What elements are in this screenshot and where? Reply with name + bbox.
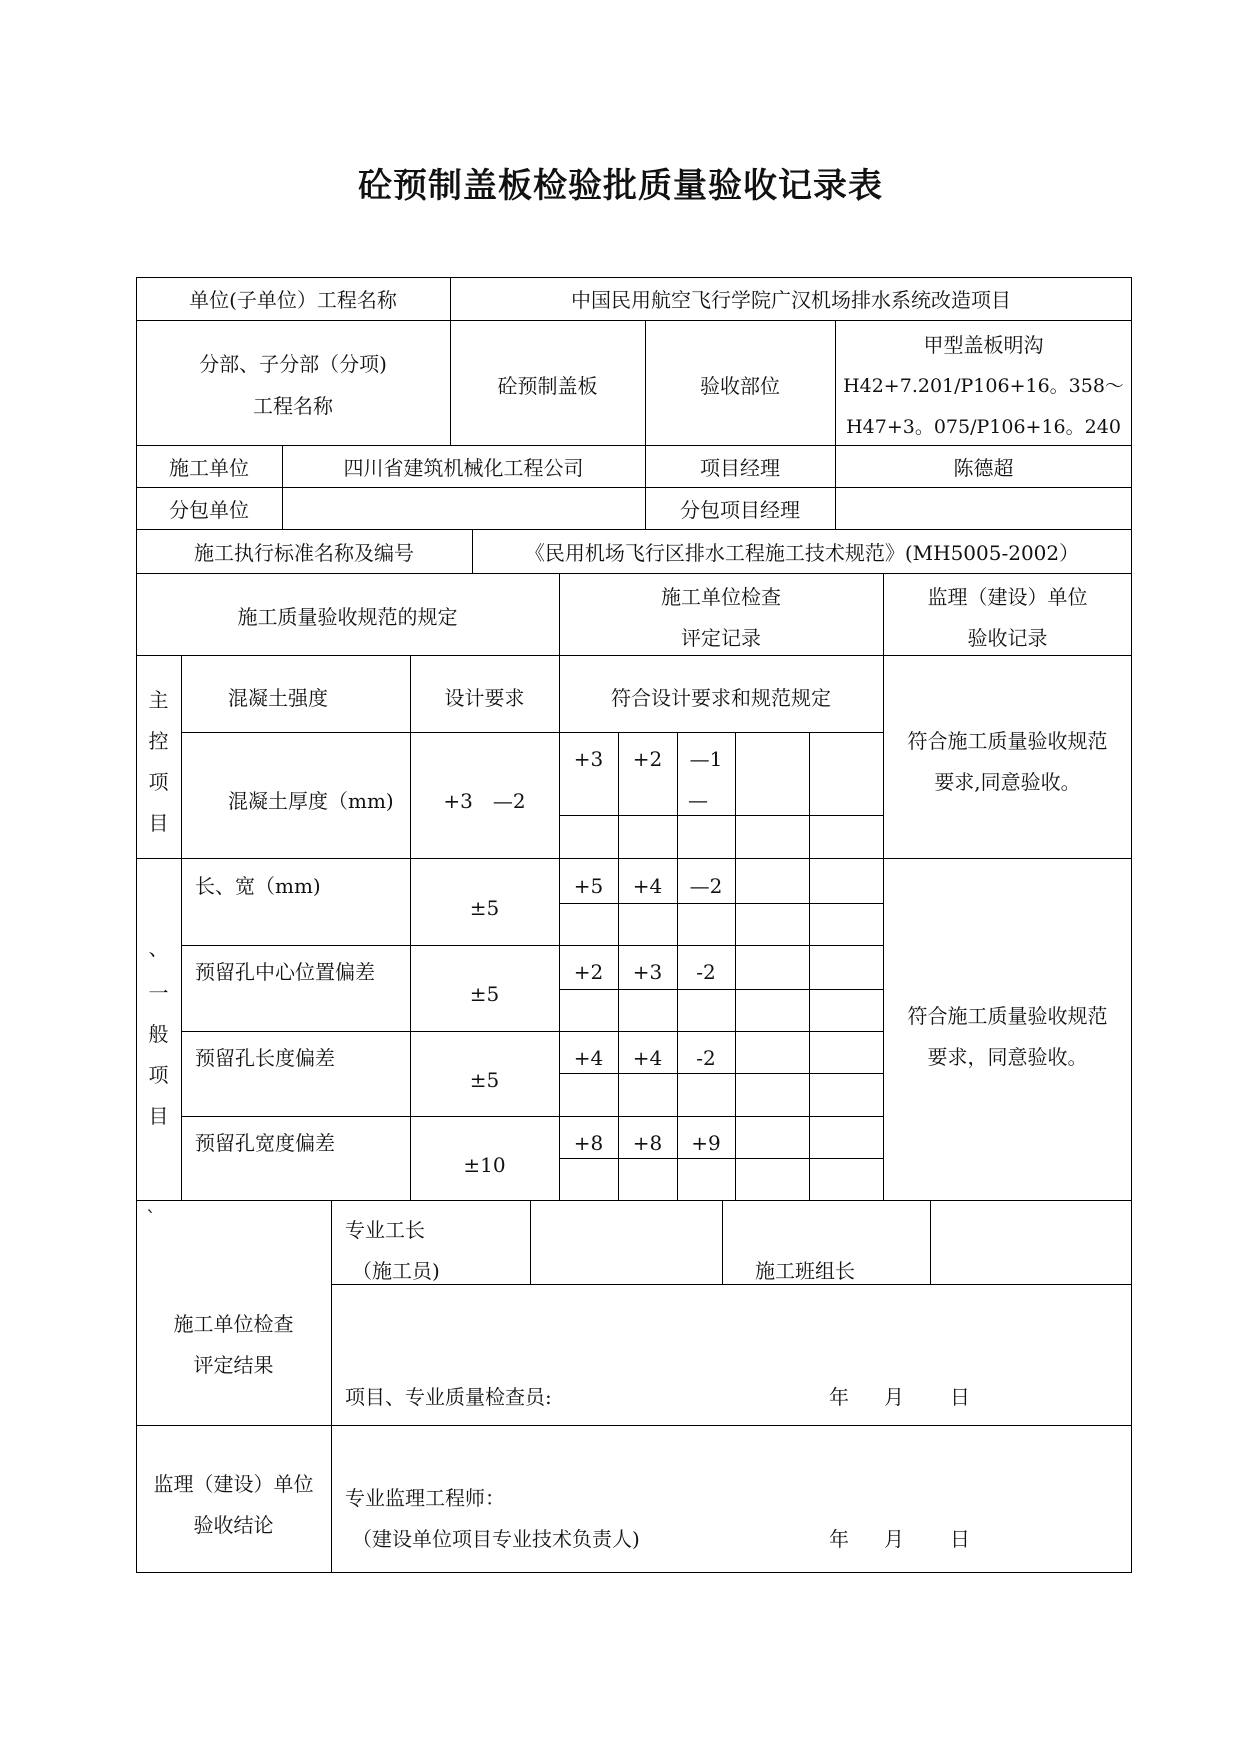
item-name: 预留孔中心位置偏差 xyxy=(195,960,375,984)
subproject-label-line2: 工程名称 xyxy=(253,394,333,418)
page-title: 砼预制盖板检验批质量验收记录表 xyxy=(358,166,883,206)
general-label-char: 一 xyxy=(148,981,169,1005)
measured-value: +9 xyxy=(691,1131,721,1155)
row-divider xyxy=(181,1031,883,1032)
general-label-char: 般 xyxy=(148,1022,169,1046)
measured-value: +5 xyxy=(573,874,604,898)
row-divider xyxy=(559,989,883,990)
item-tolerance: ±5 xyxy=(469,982,500,1006)
location-label: 验收部位 xyxy=(700,374,780,398)
location-value-line1: 甲型盖板明沟 xyxy=(923,333,1044,357)
item-name: 混凝土强度 xyxy=(228,686,328,710)
date-day-label: 日 xyxy=(950,1385,970,1409)
contractor-value: 四川省建筑机械化工程公司 xyxy=(343,456,584,480)
team-leader-label: 施工班组长 xyxy=(755,1259,855,1283)
measured-value: — xyxy=(688,788,708,812)
item-name: 预留孔宽度偏差 xyxy=(195,1131,335,1155)
item-record: 符合设计要求和规范规定 xyxy=(611,686,831,710)
submanager-label: 分包项目经理 xyxy=(680,498,800,522)
tick-mark: ` xyxy=(146,1206,156,1230)
date-year-label: 年 xyxy=(829,1385,849,1409)
item-name: 预留孔长度偏差 xyxy=(195,1046,335,1070)
subproject-label-line1: 分部、子分部（分项) xyxy=(199,352,387,376)
main-control-conclusion-line1: 符合施工质量验收规范 xyxy=(907,729,1108,753)
item-name: 混凝土厚度（mm) xyxy=(228,789,394,813)
row-divider xyxy=(181,945,883,946)
contractor-label: 施工单位 xyxy=(169,456,249,480)
item-name: 长、宽（mm) xyxy=(195,874,321,898)
row-divider xyxy=(136,529,1132,530)
owner-representative-label: （建设单位项目专业技术负责人) xyxy=(352,1527,640,1551)
supervisor-header-line2: 验收记录 xyxy=(967,626,1048,650)
contractor-check-header-line1: 施工单位检查 xyxy=(661,585,781,609)
row-divider xyxy=(136,655,1132,656)
date-day-label: 日 xyxy=(950,1527,970,1551)
project-name-label: 单位(子单位）工程名称 xyxy=(189,288,397,312)
col-divider xyxy=(930,1200,931,1284)
measured-value: -2 xyxy=(696,1046,716,1070)
row-divider xyxy=(136,487,1132,488)
standard-label: 施工执行标准名称及编号 xyxy=(194,541,414,565)
measured-value: +4 xyxy=(573,1046,604,1070)
row-divider xyxy=(136,858,1132,859)
measured-value: —2 xyxy=(689,874,723,898)
manager-value: 陈德超 xyxy=(953,456,1014,480)
location-value-line2: H42+7.201/P106+16。358～ xyxy=(843,375,1124,397)
supervisor-header-line1: 监理（建设）单位 xyxy=(927,585,1088,609)
col-divider xyxy=(410,655,411,1200)
col-divider xyxy=(331,1200,332,1573)
contractor-result-label-line2: 评定结果 xyxy=(193,1353,274,1377)
row-divider xyxy=(136,445,1132,446)
row-divider xyxy=(331,1284,1132,1285)
row-divider xyxy=(559,1158,883,1159)
main-control-conclusion-line2: 要求,同意验收。 xyxy=(934,770,1081,794)
col-divider xyxy=(735,732,736,1200)
date-year-label: 年 xyxy=(829,1527,849,1551)
supervisor-result-label-line1: 监理（建设）单位 xyxy=(153,1472,314,1496)
item-tolerance: ±5 xyxy=(469,1068,500,1092)
row-divider xyxy=(181,732,883,733)
main-control-label-char: 目 xyxy=(148,811,169,835)
inspector-label: 项目、专业质量检查员: xyxy=(345,1385,552,1409)
item-tolerance: ±10 xyxy=(463,1153,506,1177)
item-requirement: +3 —2 xyxy=(443,789,526,813)
foreman-label-line2: （施工员) xyxy=(352,1259,440,1283)
measured-value: +3 xyxy=(573,747,604,771)
general-label-char: 项 xyxy=(148,1063,169,1087)
general-label-char: 目 xyxy=(148,1104,169,1128)
general-conclusion-line1: 符合施工质量验收规范 xyxy=(907,1004,1108,1028)
foreman-label-line1: 专业工长 xyxy=(345,1218,425,1242)
row-divider xyxy=(559,1073,883,1074)
date-month-label: 月 xyxy=(884,1527,904,1551)
row-divider xyxy=(136,320,1132,321)
item-requirement: 设计要求 xyxy=(444,686,525,710)
col-divider xyxy=(722,1200,723,1284)
manager-label: 项目经理 xyxy=(700,456,780,480)
date-month-label: 月 xyxy=(884,1385,904,1409)
col-divider xyxy=(181,655,182,1200)
general-mark: 、 xyxy=(148,936,169,960)
item-tolerance: ±5 xyxy=(469,896,500,920)
subcontractor-label: 分包单位 xyxy=(169,498,249,522)
measured-value: +4 xyxy=(632,1046,663,1070)
row-divider xyxy=(559,903,883,904)
location-value-line3: H47+3。075/P106+16。240 xyxy=(846,416,1121,438)
standard-value: 《民用机场飞行区排水工程施工技术规范》(MH5005-2002） xyxy=(524,541,1080,565)
main-control-label-char: 控 xyxy=(148,729,169,753)
spec-column-header: 施工质量验收规范的规定 xyxy=(237,605,458,629)
measured-value: —1 xyxy=(689,747,723,771)
row-divider xyxy=(136,573,1132,574)
measured-value: -2 xyxy=(696,960,716,984)
main-control-label-char: 主 xyxy=(148,688,169,712)
row-divider xyxy=(136,1200,1132,1201)
engineer-label: 专业监理工程师： xyxy=(345,1486,505,1510)
subproject-value: 砼预制盖板 xyxy=(497,374,598,398)
measured-value: +8 xyxy=(573,1131,604,1155)
measured-value: +3 xyxy=(632,960,663,984)
main-control-label-char: 项 xyxy=(148,770,169,794)
measured-value: +2 xyxy=(573,960,604,984)
col-divider xyxy=(809,732,810,1200)
measured-value: +4 xyxy=(632,874,663,898)
measured-value: +2 xyxy=(632,747,663,771)
measured-value: +8 xyxy=(632,1131,663,1155)
contractor-check-header-line2: 评定记录 xyxy=(681,626,761,650)
row-divider xyxy=(136,1425,1132,1426)
row-divider xyxy=(181,1116,883,1117)
row-divider xyxy=(559,815,883,816)
general-conclusion-line2: 要求，同意验收。 xyxy=(927,1045,1088,1069)
col-divider xyxy=(883,573,884,1200)
supervisor-result-label-line2: 验收结论 xyxy=(193,1513,274,1537)
project-name-value: 中国民用航空飞行学院广汉机场排水系统改造项目 xyxy=(571,288,1011,312)
contractor-result-label-line1: 施工单位检查 xyxy=(173,1312,294,1336)
col-divider xyxy=(530,1200,531,1284)
